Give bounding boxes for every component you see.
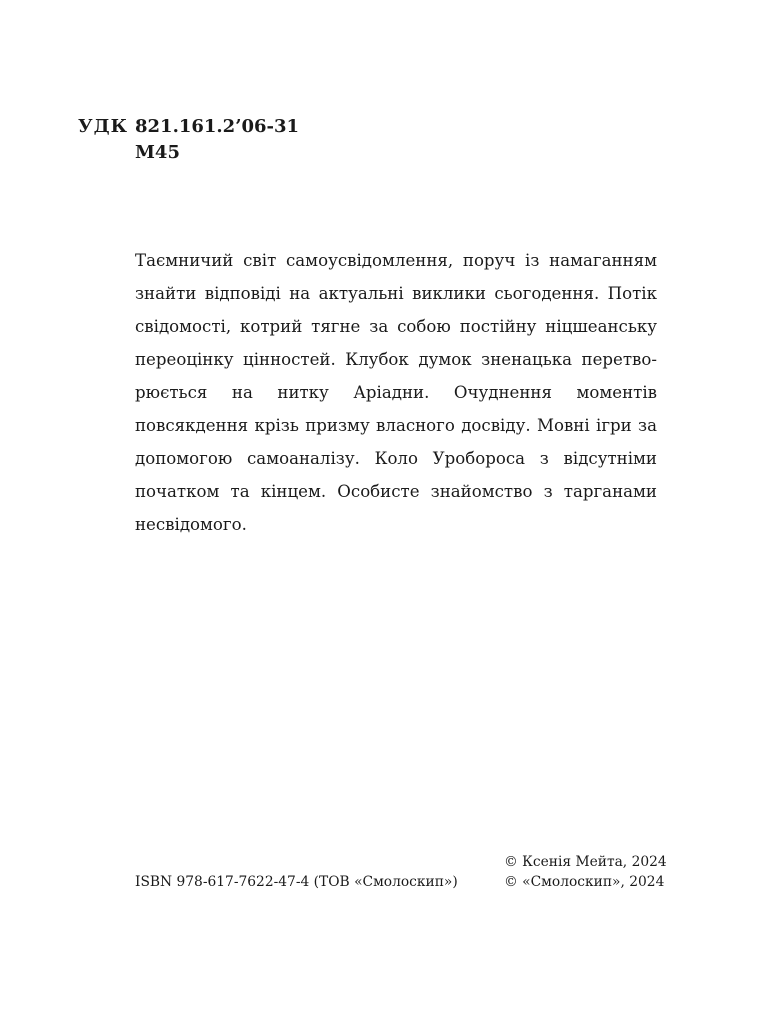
- copyright-publisher: © «Смолоскип», 2024: [504, 874, 665, 890]
- copyright-block: [504, 852, 667, 892]
- book-annotation: Таємничий світ самоусвідомлення, поруч із намаганням знайти відповіді на актуальні виклики сьогодення. Потік свідомості, котрий тягне за собою постійну ніцшеанську переоцінку цінностей. Клубок думок зненацька перетворюється на нитку Аріадни. Очуднення моментів повсякдення крізь призму власного досвіду. Мовні ігри за допомогою самоаналізу. Коло Уробороса з відсутніми початком та кінцем. Особисте знайомство з тарганами несвідомого.: [135, 251, 657, 534]
- author-mark: М45: [135, 142, 180, 163]
- udk-label: УДК: [78, 116, 128, 137]
- copyright-author: © Ксенія Мейта, 2024: [504, 854, 667, 870]
- isbn: ISBN 978-617-7622-47-4 (ТОВ «Смолоскип»): [135, 874, 458, 890]
- classification-block: [135, 114, 299, 166]
- udk-code: 821.161.2’06-31: [135, 116, 300, 137]
